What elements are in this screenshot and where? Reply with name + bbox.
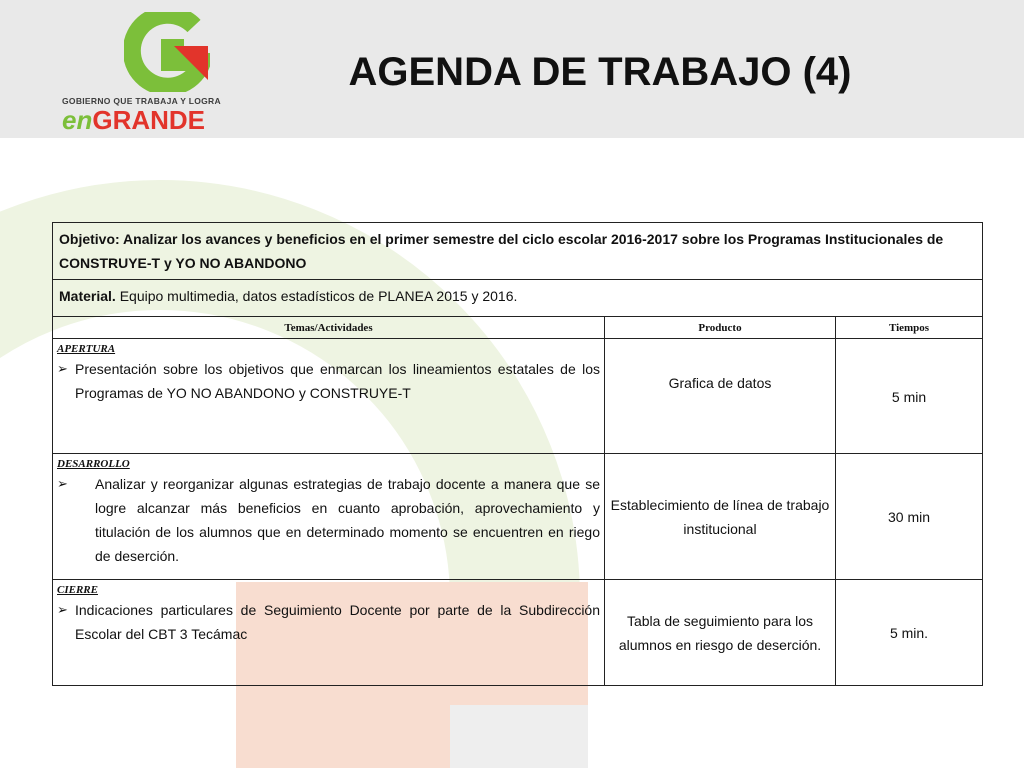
table-row bbox=[53, 580, 983, 686]
g-logo-icon bbox=[124, 12, 210, 92]
time-cell: 30 min bbox=[836, 454, 983, 580]
list-item bbox=[57, 472, 600, 568]
list-item bbox=[57, 598, 600, 646]
decorative-grey-block bbox=[450, 705, 588, 768]
logo-tagline: GOBIERNO QUE TRABAJA Y LOGRA bbox=[62, 96, 221, 106]
table-row bbox=[53, 454, 983, 580]
header-band bbox=[0, 0, 1024, 138]
material-text: Equipo multimedia, datos estadísticos de PLANEA 2015 y 2016. bbox=[119, 288, 518, 304]
activity-cell bbox=[53, 454, 605, 580]
logo-word-en: en bbox=[62, 105, 93, 135]
list-item bbox=[57, 357, 600, 405]
arrow-bullet-icon: ➢ bbox=[57, 602, 68, 617]
section-label: DESARROLLO bbox=[57, 458, 130, 470]
product-cell: Grafica de datos bbox=[605, 339, 836, 454]
logo-word-grande: GRANDE bbox=[92, 105, 206, 135]
table-header-row bbox=[53, 317, 983, 339]
objective-row bbox=[53, 223, 983, 280]
page-title: AGENDA DE TRABAJO (4) bbox=[348, 50, 852, 94]
objective-cell bbox=[53, 223, 983, 280]
arrow-bullet-icon: ➢ bbox=[57, 361, 68, 376]
column-header-product: Producto bbox=[605, 317, 836, 339]
activity-text: Presentación sobre los objetivos que enmarcan los lineamientos estatales de los Programas de YO NO ABANDONO y CONSTRUYE-T bbox=[75, 361, 600, 401]
section-label: CIERRE bbox=[57, 584, 98, 596]
material-cell bbox=[53, 280, 983, 317]
time-cell: 5 min. bbox=[836, 580, 983, 686]
logo-wordmark bbox=[62, 106, 205, 134]
column-header-times: Tiempos bbox=[836, 317, 983, 339]
time-cell: 5 min bbox=[836, 339, 983, 454]
agenda-table bbox=[52, 222, 983, 686]
objective-text: Analizar los avances y beneficios en el primer semestre del ciclo escolar 2016-2017 sobre los Programas Institucionales de CONSTRUYE-T y YO NO ABANDONO bbox=[59, 231, 944, 271]
activity-cell bbox=[53, 580, 605, 686]
section-label: APERTURA bbox=[57, 343, 116, 355]
material-label: Material. bbox=[59, 288, 116, 304]
column-header-activities: Temas/Actividades bbox=[53, 317, 605, 339]
arrow-bullet-icon: ➢ bbox=[57, 476, 68, 491]
product-cell: Establecimiento de línea de trabajo institucional bbox=[605, 454, 836, 580]
table-row bbox=[53, 339, 983, 454]
activity-text: Indicaciones particulares de Seguimiento Docente por parte de la Subdirección Escolar del CBT 3 Tecámac bbox=[75, 602, 600, 642]
objective-label: Objetivo: bbox=[59, 231, 120, 247]
activity-cell bbox=[53, 339, 605, 454]
material-row bbox=[53, 280, 983, 317]
government-logo bbox=[62, 12, 221, 135]
product-cell: Tabla de seguimiento para los alumnos en riesgo de deserción. bbox=[605, 580, 836, 686]
activity-text: Analizar y reorganizar algunas estrategias de trabajo docente a manera que se logre alcanzar más beneficios en cuanto aprobación, aprovechamiento y titulación de los alumnos que en determinado momento se encuentren en riego de deserción. bbox=[95, 476, 600, 564]
